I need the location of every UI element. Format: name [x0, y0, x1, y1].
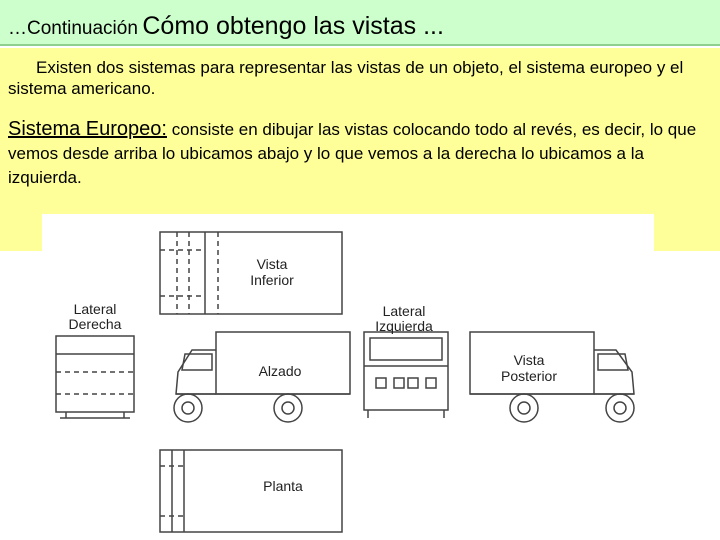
- intro-text: Existen dos sistemas para representar las vistas de un objeto, el sistema europeo y el sistema americano.: [8, 58, 684, 98]
- slide-title: [8, 12, 444, 41]
- label-lateral-izquierda-1: Lateral: [382, 303, 426, 319]
- label-lateral-izquierda-2: Izquierda: [375, 318, 433, 334]
- label-lateral-derecha-1: Lateral: [73, 301, 117, 317]
- label-vista-inferior-2: Inferior: [250, 272, 294, 288]
- title-main: Cómo obtengo las vistas ...: [142, 12, 444, 40]
- view-planta: [160, 450, 342, 532]
- view-lateral-izquierda: [364, 332, 448, 418]
- label-lateral-derecha-2: Derecha: [68, 316, 122, 332]
- view-lateral-derecha: [56, 336, 134, 418]
- definition-term: Sistema Europeo:: [8, 118, 167, 140]
- truck-views-drawing: [42, 214, 654, 540]
- definition-paragraph: [8, 117, 713, 190]
- label-vista-posterior-1: Vista: [513, 352, 545, 368]
- title-bar: [0, 0, 720, 46]
- truck-views-svg: [42, 214, 654, 540]
- intro-paragraph: [8, 57, 708, 99]
- label-vista-posterior-2: Posterior: [500, 368, 558, 384]
- label-planta: Planta: [263, 478, 303, 494]
- label-vista-inferior-1: Vista: [256, 256, 288, 272]
- definition-text: consiste en dibujar las vistas colocando todo al revés, es decir, lo que vemos desde arriba lo ubicamos abajo y lo que vemos a la derecha lo ubicamos a la izquierda.: [8, 120, 697, 187]
- label-alzado: Alzado: [258, 363, 302, 379]
- title-prefix: …Continuación: [8, 18, 138, 39]
